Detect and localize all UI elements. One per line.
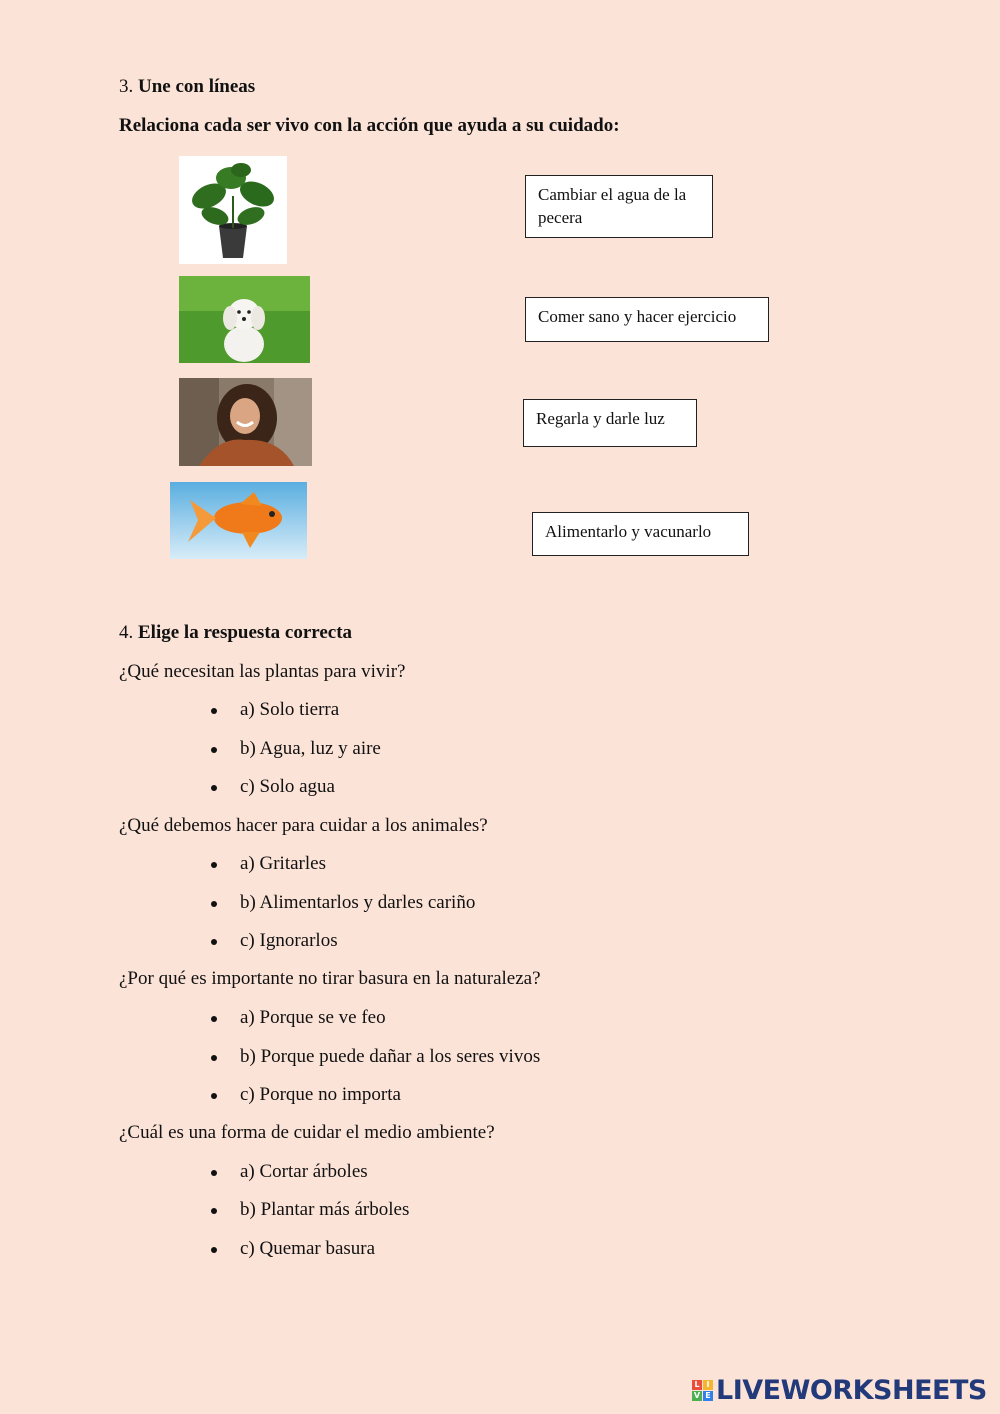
section-4-title: Elige la respuesta correcta [138, 622, 353, 643]
logo-mark-letter: V [693, 1391, 701, 1400]
q1-option-a: a) Solo tierra [240, 699, 340, 720]
section-4-heading [119, 621, 352, 645]
bullet-icon [211, 747, 217, 753]
q1-option-c: c) Solo agua [240, 776, 335, 797]
q3-option-c: c) Porque no importa [240, 1084, 401, 1105]
q4-option-a: a) Cortar árboles [240, 1161, 368, 1182]
question-2: ¿Qué debemos hacer para cuidar a los animales? [119, 815, 488, 836]
bullet-icon [211, 1055, 217, 1061]
q4-option-c: c) Quemar basura [240, 1238, 376, 1259]
bullet-icon [211, 1208, 217, 1214]
bullet-icon [211, 1093, 217, 1099]
section-3-title: Une con líneas [138, 76, 256, 97]
bullet-icon [211, 1247, 217, 1253]
bullet-icon [211, 939, 217, 945]
q3-option-a: a) Porque se ve feo [240, 1007, 386, 1028]
bullet-icon [211, 708, 217, 714]
section-4-number: 4. [119, 622, 134, 643]
q2-option-a: a) Gritarles [240, 853, 326, 874]
action-box-1: Cambiar el agua de la pecera [525, 175, 713, 238]
bullet-icon [211, 862, 217, 868]
white-dog-icon [179, 276, 310, 363]
section-3-heading [119, 75, 255, 99]
bullet-icon [211, 901, 217, 907]
logo-mark-letter: E [703, 1391, 713, 1401]
q3-option-b: b) Porque puede dañar a los seres vivos [240, 1046, 541, 1067]
section-3-number: 3. [119, 76, 134, 97]
q2-option-c: c) Ignorarlos [240, 930, 338, 951]
bullet-icon [211, 785, 217, 791]
bullet-icon [211, 1016, 217, 1022]
logo-text: LIVEWORKSHEETS [716, 1374, 987, 1406]
action-box-4: Alimentarlo y vacunarlo [532, 512, 749, 556]
q1-option-b: b) Agua, luz y aire [240, 738, 381, 759]
question-4: ¿Cuál es una forma de cuidar el medio ambiente? [119, 1122, 495, 1143]
action-box-3: Regarla y darle luz [523, 399, 697, 447]
logo-mark-letter: I [703, 1380, 713, 1390]
liveworksheets-logo[interactable] [692, 1372, 987, 1408]
bullet-icon [211, 1170, 217, 1176]
section-3-instruction: Relaciona cada ser vivo con la acción que ayuda a su cuidado: [119, 115, 620, 136]
smiling-woman-icon [179, 378, 312, 466]
potted-plant-icon [179, 156, 287, 264]
q2-option-b: b) Alimentarlos y darles cariño [240, 892, 476, 913]
question-1: ¿Qué necesitan las plantas para vivir? [119, 661, 406, 682]
question-3: ¿Por qué es importante no tirar basura en la naturaleza? [119, 968, 541, 989]
q4-option-b: b) Plantar más árboles [240, 1199, 410, 1220]
logo-mark-letter: L [692, 1380, 702, 1390]
goldfish-icon [170, 482, 307, 559]
action-box-2: Comer sano y hacer ejercicio [525, 297, 769, 342]
liveworksheets-mark-icon [692, 1380, 713, 1401]
